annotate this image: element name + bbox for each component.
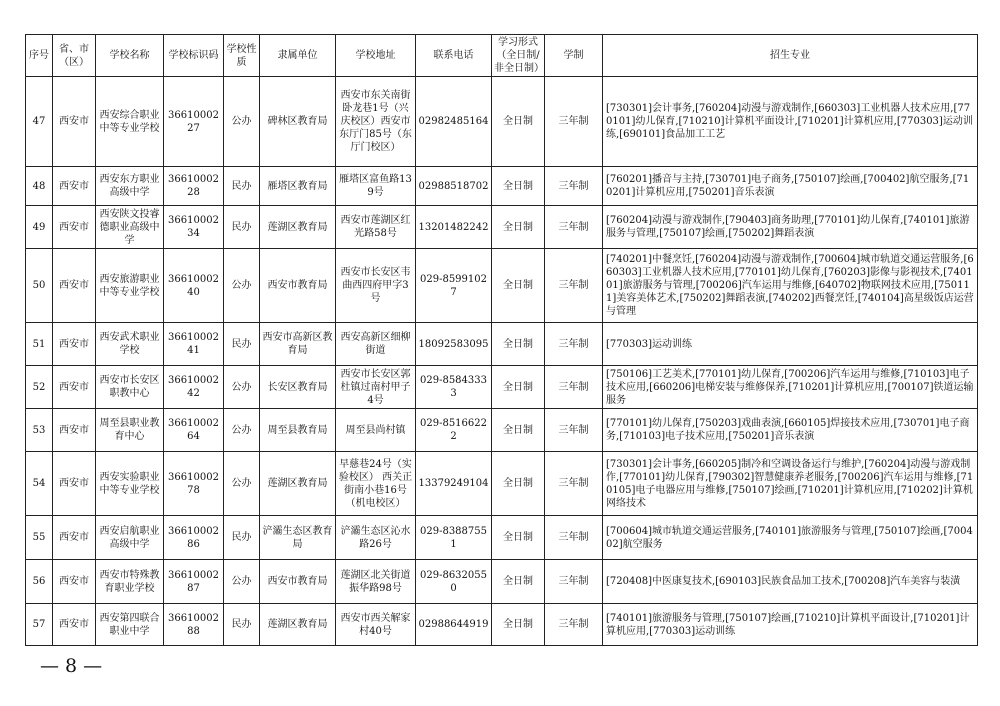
row-majors: [730301]会计事务,[660205]制冷和空调设备运行与维护,[760204]动漫与游戏制作,[770101]幼儿保育,[790302]智慧健康养老服务,[700206]汽车运用与维修,[710105]电子电器应用与维修,[750107]绘画,[710201]计算机应用,[710202]计算机网络技术 (603, 452, 978, 516)
row-phone: 02988644919 (416, 604, 492, 646)
row-region: 西安市 (53, 366, 96, 409)
row-school-nature: 民办 (224, 206, 260, 249)
row-majors: [720408]中医康复技术,[690103]民族食品加工技术,[700208]汽车美容与装潢 (603, 560, 978, 604)
row-study-mode: 全日制 (492, 452, 545, 516)
row-study-mode: 全日制 (492, 249, 545, 323)
header-majors: 招生专业 (603, 35, 978, 77)
row-duration: 三年制 (545, 560, 603, 604)
header-duration: 学制 (545, 35, 603, 77)
row-school-code: 3661000278 (164, 452, 224, 516)
row-majors: [760204]动漫与游戏制作,[790403]商务助理,[770101]幼儿保育,[740101]旅游服务与管理,[750107]绘画,[750202]舞蹈表演 (603, 206, 978, 249)
row-phone: 029-85991027 (416, 249, 492, 323)
row-region: 西安市 (53, 604, 96, 646)
row-majors: [770303]运动训练 (603, 323, 978, 366)
row-study-mode: 全日制 (492, 604, 545, 646)
row-school-code: 3661000242 (164, 366, 224, 409)
row-school-nature: 民办 (224, 604, 260, 646)
table-row (26, 323, 978, 366)
row-duration: 三年制 (545, 167, 603, 206)
table-row (26, 249, 978, 323)
row-phone: 029-83887551 (416, 516, 492, 560)
row-school-name: 西安市特殊教育职业学校 (96, 560, 164, 604)
row-duration: 三年制 (545, 604, 603, 646)
row-school-name: 西安市长安区职教中心 (96, 366, 164, 409)
row-study-mode: 全日制 (492, 77, 545, 167)
row-school-nature: 民办 (224, 516, 260, 560)
row-school-nature: 公办 (224, 366, 260, 409)
row-address: 西安高新区细柳街道 (336, 323, 416, 366)
row-school-code: 3661000288 (164, 604, 224, 646)
row-phone: 029-85166222 (416, 409, 492, 452)
row-school-name: 西安实验职业中等专业学校 (96, 452, 164, 516)
row-school-nature: 公办 (224, 409, 260, 452)
row-duration: 三年制 (545, 516, 603, 560)
row-school-code: 3661000240 (164, 249, 224, 323)
row-study-mode: 全日制 (492, 560, 545, 604)
table-row (26, 516, 978, 560)
header-region: 省、市（区） (53, 35, 96, 77)
row-duration: 三年制 (545, 77, 603, 167)
row-school-code: 3661000286 (164, 516, 224, 560)
row-no: 52 (26, 366, 53, 409)
row-study-mode: 全日制 (492, 409, 545, 452)
row-duration: 三年制 (545, 323, 603, 366)
table-header (26, 35, 978, 77)
row-duration: 三年制 (545, 249, 603, 323)
table-row (26, 604, 978, 646)
row-address: 浐灞生态区沁水路26号 (336, 516, 416, 560)
row-no: 50 (26, 249, 53, 323)
row-affiliation: 浐灞生态区教育局 (260, 516, 336, 560)
row-school-name: 西安综合职业中等专业学校 (96, 77, 164, 167)
row-school-code: 3661000287 (164, 560, 224, 604)
row-school-nature: 公办 (224, 452, 260, 516)
row-duration: 三年制 (545, 452, 603, 516)
table-row (26, 366, 978, 409)
row-phone: 02982485164 (416, 77, 492, 167)
row-school-code: 3661000264 (164, 409, 224, 452)
row-address: 早慈巷24号（实验校区） 西关正街南小巷16号（机电校区） (336, 452, 416, 516)
row-phone: 18092583095 (416, 323, 492, 366)
row-region: 西安市 (53, 452, 96, 516)
row-school-code: 3661000234 (164, 206, 224, 249)
row-affiliation: 西安市高新区教育局 (260, 323, 336, 366)
header-school-code: 学校标识码 (164, 35, 224, 77)
table-row (26, 409, 978, 452)
header-address: 学校地址 (336, 35, 416, 77)
row-no: 47 (26, 77, 53, 167)
row-school-code: 3661000227 (164, 77, 224, 167)
row-study-mode: 全日制 (492, 206, 545, 249)
table-row (26, 77, 978, 167)
row-majors: [740201]中餐烹饪,[760204]动漫与游戏制作,[700604]城市轨道交通运营服务,[660303]工业机器人技术应用,[770101]幼儿保育,[760203]影像与影视技术,[740101]旅游服务与管理,[700206]汽车运用与维修,[640702]物联网技术应用,[750111]美容美体艺术,[750202]舞蹈表演,[740202]西餐烹饪,[740104]高星级饭店运营与管理 (603, 249, 978, 323)
row-school-nature: 公办 (224, 560, 260, 604)
row-address: 周至县尚村镇 (336, 409, 416, 452)
row-school-name: 西安武术职业学校 (96, 323, 164, 366)
row-region: 西安市 (53, 323, 96, 366)
row-study-mode: 全日制 (492, 323, 545, 366)
row-no: 54 (26, 452, 53, 516)
row-study-mode: 全日制 (492, 366, 545, 409)
row-address: 西安市长安区郭杜镇过南村甲子4号 (336, 366, 416, 409)
row-school-name: 周至县职业教育中心 (96, 409, 164, 452)
row-no: 51 (26, 323, 53, 366)
row-affiliation: 雁塔区教育局 (260, 167, 336, 206)
row-address: 西安市莲湖区红光路58号 (336, 206, 416, 249)
row-address: 雁塔区富鱼路139号 (336, 167, 416, 206)
row-no: 49 (26, 206, 53, 249)
row-affiliation: 莲湖区教育局 (260, 452, 336, 516)
row-affiliation: 莲湖区教育局 (260, 604, 336, 646)
row-phone: 02988518702 (416, 167, 492, 206)
row-address: 西安市东关南街卧龙巷1号（兴庆校区）西安市东厅门85号（东厅门校区） (336, 77, 416, 167)
row-region: 西安市 (53, 249, 96, 323)
header-phone: 联系电话 (416, 35, 492, 77)
row-phone: 13379249104 (416, 452, 492, 516)
row-study-mode: 全日制 (492, 167, 545, 206)
row-region: 西安市 (53, 206, 96, 249)
table-row (26, 206, 978, 249)
row-duration: 三年制 (545, 366, 603, 409)
row-school-name: 西安旅游职业中等专业学校 (96, 249, 164, 323)
row-study-mode: 全日制 (492, 516, 545, 560)
header-school-name: 学校名称 (96, 35, 164, 77)
row-region: 西安市 (53, 77, 96, 167)
row-address: 西安市西关解家村40号 (336, 604, 416, 646)
row-majors: [750106]工艺美术,[770101]幼儿保育,[700206]汽车运用与维修,[710103]电子技术应用,[660206]电梯安装与维修保养,[710201]计算机应用,[700107]铁道运输服务 (603, 366, 978, 409)
row-phone: 13201482242 (416, 206, 492, 249)
row-affiliation: 碑林区教育局 (260, 77, 336, 167)
table-row (26, 167, 978, 206)
row-no: 55 (26, 516, 53, 560)
row-majors: [770101]幼儿保育,[750203]戏曲表演,[660105]焊接技术应用,[730701]电子商务,[710103]电子技术应用,[750201]音乐表演 (603, 409, 978, 452)
row-no: 48 (26, 167, 53, 206)
row-school-name: 西安启航职业高级中学 (96, 516, 164, 560)
row-duration: 三年制 (545, 206, 603, 249)
page-number: — 8 — (40, 655, 103, 677)
row-address: 西安市长安区韦曲西四府甲字3号 (336, 249, 416, 323)
row-school-nature: 公办 (224, 249, 260, 323)
row-school-name: 西安第四联合职业中学 (96, 604, 164, 646)
table-body (26, 77, 978, 646)
row-region: 西安市 (53, 409, 96, 452)
row-affiliation: 周至县教育局 (260, 409, 336, 452)
row-phone: 029-85843333 (416, 366, 492, 409)
row-no: 53 (26, 409, 53, 452)
row-address: 莲湖区北关街道振华路98号 (336, 560, 416, 604)
row-region: 西安市 (53, 560, 96, 604)
row-school-name: 西安东方职业高级中学 (96, 167, 164, 206)
header-study-mode: 学习形式（全日制/非全日制） (492, 35, 545, 77)
row-majors: [730301]会计事务,[760204]动漫与游戏制作,[660303]工业机器人技术应用,[770101]幼儿保育,[710210]计算机平面设计,[710201]计算机应用,[770303]运动训练,[690101]食品加工工艺 (603, 77, 978, 167)
header-no: 序号 (26, 35, 53, 77)
row-affiliation: 西安市教育局 (260, 560, 336, 604)
row-majors: [760201]播音与主持,[730701]电子商务,[750107]绘画,[700402]航空服务,[710201]计算机应用,[750201]音乐表演 (603, 167, 978, 206)
row-affiliation: 西安市教育局 (260, 249, 336, 323)
row-region: 西安市 (53, 167, 96, 206)
header-affiliation: 隶属单位 (260, 35, 336, 77)
row-school-nature: 民办 (224, 323, 260, 366)
row-school-name: 西安陕文投睿德职业高级中学 (96, 206, 164, 249)
row-school-nature: 民办 (224, 167, 260, 206)
row-school-nature: 公办 (224, 77, 260, 167)
row-affiliation: 莲湖区教育局 (260, 206, 336, 249)
table-row (26, 452, 978, 516)
school-table (25, 34, 978, 646)
row-majors: [740101]旅游服务与管理,[750107]绘画,[710210]计算机平面设计,[710201]计算机应用,[770303]运动训练 (603, 604, 978, 646)
row-majors: [700604]城市轨道交通运营服务,[740101]旅游服务与管理,[750107]绘画,[700402]航空服务 (603, 516, 978, 560)
row-affiliation: 长安区教育局 (260, 366, 336, 409)
row-no: 57 (26, 604, 53, 646)
row-school-code: 3661000228 (164, 167, 224, 206)
row-phone: 029-86320550 (416, 560, 492, 604)
row-no: 56 (26, 560, 53, 604)
row-school-code: 3661000241 (164, 323, 224, 366)
table-row (26, 560, 978, 604)
row-duration: 三年制 (545, 409, 603, 452)
header-school-nature: 学校性质 (224, 35, 260, 77)
row-region: 西安市 (53, 516, 96, 560)
